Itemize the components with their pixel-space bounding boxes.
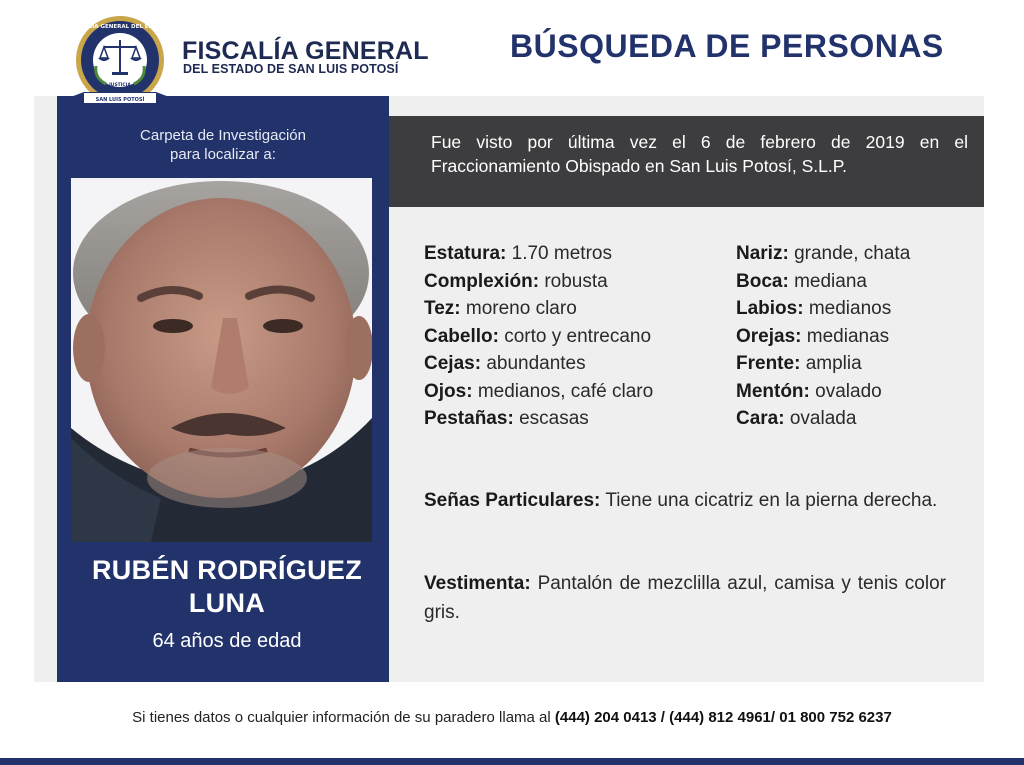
- vestimenta-label: Vestimenta:: [424, 573, 531, 594]
- feature-complexion: Complexión: robusta: [424, 270, 608, 292]
- seal-text-top: FISCALIA GENERAL DEL ESTADO: [70, 24, 170, 30]
- feature-boca: Boca: mediana: [736, 270, 867, 292]
- carpeta-line-2: para localizar a:: [170, 146, 276, 163]
- feature-cejas: Cejas: abundantes: [424, 353, 586, 374]
- person-name-line-2: LUNA: [188, 588, 266, 618]
- person-name: [57, 554, 397, 620]
- feature-cara: Cara: ovalada: [736, 408, 857, 429]
- seal-ribbon-text: SAN LUIS POTOSÍ: [95, 97, 145, 103]
- portrait-image: [71, 178, 372, 542]
- feature-labios: Labios: medianos: [736, 298, 892, 319]
- feature-estatura: Estatura: 1.70 metros: [424, 243, 612, 264]
- fiscalia-seal-logo: [64, 14, 180, 114]
- last-seen-line-1: Fue visto por última vez el 6 de febrero de 2019 en el: [431, 132, 968, 152]
- carpeta-label: [57, 126, 389, 164]
- main-title: BÚSQUEDA DE PERSONAS: [510, 28, 944, 64]
- senas-particulares: [424, 486, 946, 515]
- feature-orejas: Orejas: medianas: [736, 325, 890, 347]
- seal-text-mid: JUSTICIA: [109, 83, 131, 88]
- feature-pestanas: Pestañas: escasas: [424, 408, 589, 429]
- feature-tez: Tez: moreno claro: [424, 298, 577, 319]
- feature-ojos: Ojos: medianos, café claro: [424, 380, 654, 402]
- org-subtitle: DEL ESTADO DE SAN LUIS POTOSÍ: [183, 62, 399, 76]
- footer-text: Si tienes datos o cualquier información de su paradero llama al: [132, 709, 551, 726]
- footer-contact: [0, 709, 1024, 726]
- carpeta-line-1: Carpeta de Investigación: [140, 127, 306, 144]
- features-right-list: [736, 240, 910, 433]
- org-title: FISCALÍA GENERAL: [182, 37, 429, 65]
- senas-text: Tiene una cicatriz en la pierna derecha.: [605, 490, 938, 511]
- bottom-bar: [0, 758, 1024, 765]
- senas-label: Señas Particulares:: [424, 490, 601, 511]
- person-photo: [71, 178, 372, 542]
- feature-nariz: Nariz: grande, chata: [736, 243, 911, 264]
- last-seen-text: [431, 130, 968, 178]
- footer-phones: (444) 204 0413 / (444) 812 4961/ 01 800 752 6237: [554, 709, 892, 726]
- last-seen-line-2: Fraccionamiento Obispado en San Luis Potosí, S.L.P.: [431, 156, 848, 176]
- vestimenta-text: Pantalón de mezclilla azul, camisa y tenis color gris.: [424, 573, 946, 623]
- features-left-list: [424, 240, 653, 433]
- feature-menton: Mentón: ovalado: [736, 380, 882, 402]
- person-name-line-1: RUBÉN RODRÍGUEZ: [91, 555, 362, 585]
- person-age: 64 años de edad: [152, 630, 302, 652]
- feature-frente: Frente: amplia: [736, 353, 862, 374]
- vestimenta: [424, 569, 946, 627]
- feature-cabello: Cabello: corto y entrecano: [424, 325, 652, 347]
